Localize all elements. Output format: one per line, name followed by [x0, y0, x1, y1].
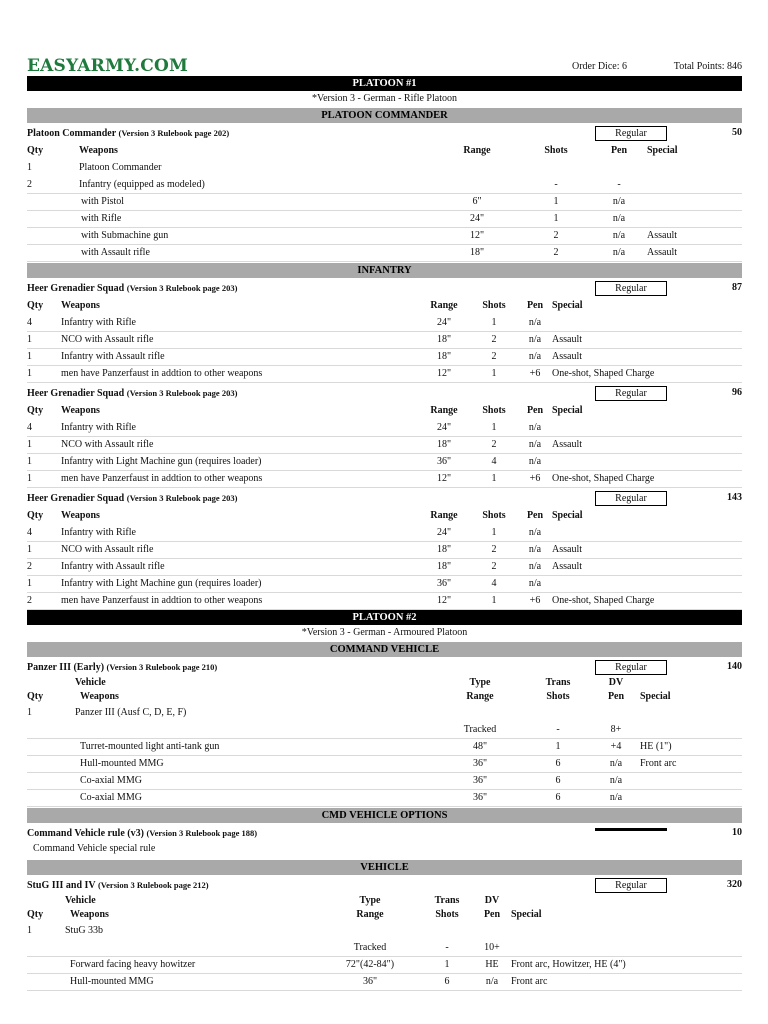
cell-range: 12"	[436, 368, 452, 379]
unit-points: 96	[732, 387, 742, 398]
cell-qty: 2	[27, 179, 32, 190]
table-row	[27, 957, 742, 974]
header-vehicle: Vehicle	[65, 895, 96, 906]
cell-range: 18"	[436, 544, 452, 555]
unit-name: Command Vehicle rule (v3) (Version 3 Rulebook page 188)	[27, 828, 258, 839]
cell-shots: 6	[444, 976, 450, 987]
cell-pen: n/a	[528, 561, 542, 572]
header-range: Range	[466, 691, 494, 702]
cell-qty: 1	[27, 544, 32, 555]
cell-dv: 10+	[484, 942, 500, 953]
cell-shots: 1	[444, 959, 450, 970]
table-row	[27, 315, 742, 332]
header-pen: Pen	[607, 691, 625, 702]
unit-points: 10	[732, 827, 742, 838]
cell-qty: 1	[27, 368, 32, 379]
unit-name: Heer Grenadier Squad (Version 3 Rulebook page 203)	[27, 493, 238, 504]
cell-weapons: Infantry with Assault rifle	[61, 561, 165, 572]
cell-shots: 2	[491, 544, 497, 555]
experience-box[interactable]: Regular	[595, 878, 667, 893]
header-trans: Trans	[434, 895, 460, 906]
cell-pen: n/a	[528, 439, 542, 450]
section-cmd-vehicle-options: CMD VEHICLE OPTIONS	[27, 808, 742, 823]
header-qty: Qty	[27, 405, 44, 416]
section-vehicle: VEHICLE	[27, 860, 742, 875]
unit-points: 87	[732, 282, 742, 293]
cell-shots: 2	[553, 230, 559, 241]
cell-weapons: Co-axial MMG	[80, 792, 142, 803]
unit-points: 140	[727, 661, 742, 672]
column-headers-top	[27, 895, 742, 909]
cell-range: 12"	[436, 473, 452, 484]
experience-box-empty	[595, 828, 667, 831]
unit-header	[27, 657, 742, 677]
header-shots: Shots	[482, 300, 506, 311]
cell-weapons: men have Panzerfaust in addtion to other weapons	[61, 595, 263, 606]
column-headers	[27, 508, 742, 525]
cell-range: 24"	[469, 213, 485, 224]
cell-pen: n/a	[612, 247, 626, 258]
cell-special: Front arc, Howitzer, HE (4")	[511, 959, 626, 970]
cell-range: 24"	[436, 527, 452, 538]
header-qty: Qty	[27, 145, 44, 156]
table-row	[27, 525, 742, 542]
experience-box[interactable]: Regular	[595, 386, 667, 401]
cell-weapons: with Submachine gun	[81, 230, 169, 241]
header-special: Special	[640, 691, 671, 702]
vehicle-row	[27, 705, 742, 722]
cell-qty: 1	[27, 925, 32, 936]
cell-weapons: Infantry with Light Machine gun (requires loader)	[61, 456, 262, 467]
header-range: Range	[430, 510, 458, 521]
cell-range: 24"	[436, 317, 452, 328]
cell-special: One-shot, Shaped Charge	[552, 473, 655, 484]
site-logo[interactable]: EASYARMY.COM	[27, 56, 189, 76]
cell-pen: +4	[610, 741, 622, 752]
cell-shots: 1	[491, 527, 497, 538]
experience-box[interactable]: Regular	[595, 281, 667, 296]
cell-shots: 1	[555, 741, 561, 752]
cell-pen: -	[617, 179, 621, 190]
cell-dv: 8+	[610, 724, 622, 735]
cell-pen: n/a	[528, 317, 542, 328]
unit-name: StuG III and IV (Version 3 Rulebook page 212)	[27, 880, 209, 891]
cell-shots: 4	[491, 578, 497, 589]
cell-shots: 1	[553, 213, 559, 224]
total-points: Total Points: 846	[673, 61, 742, 72]
cell-pen: n/a	[609, 792, 623, 803]
cell-range: 18"	[436, 351, 452, 362]
unit-points: 50	[732, 127, 742, 138]
cell-special: Assault	[647, 247, 677, 258]
header-pen: Pen	[526, 300, 544, 311]
cell-weapons: Infantry with Rifle	[61, 422, 136, 433]
header-qty: Qty	[27, 510, 44, 521]
cell-pen: +6	[529, 595, 541, 606]
header-special: Special	[511, 909, 542, 920]
platoon-2-subtitle: *Version 3 - German - Armoured Platoon	[301, 627, 468, 638]
cell-qty: 2	[27, 595, 32, 606]
cell-pen: n/a	[609, 758, 623, 769]
column-headers	[27, 691, 742, 705]
cell-pen: n/a	[528, 578, 542, 589]
cell-pen: n/a	[609, 775, 623, 786]
header-special: Special	[552, 510, 583, 521]
table-row	[27, 471, 742, 488]
table-row	[27, 773, 742, 790]
table-row	[27, 228, 742, 245]
cell-special: Assault	[552, 351, 582, 362]
column-headers	[27, 909, 742, 923]
cell-pen: n/a	[612, 213, 626, 224]
unit-points: 143	[727, 492, 742, 503]
header-shots: Shots	[482, 510, 506, 521]
unit-name: Platoon Commander (Version 3 Rulebook page 202)	[27, 128, 230, 139]
experience-box[interactable]: Regular	[595, 491, 667, 506]
table-row	[27, 420, 742, 437]
header-qty: Qty	[27, 691, 44, 702]
column-headers	[27, 143, 742, 160]
cell-shots: 6	[555, 792, 561, 803]
cell-shots: -	[554, 179, 558, 190]
header-range: Range	[463, 145, 491, 156]
header-pen: Pen	[483, 909, 501, 920]
header-qty: Qty	[27, 300, 44, 311]
header-weapons: Weapons	[61, 510, 100, 521]
cell-qty: 2	[27, 561, 32, 572]
unit-name: Panzer III (Early) (Version 3 Rulebook page 210)	[27, 662, 218, 673]
cell-weapons: Hull-mounted MMG	[70, 976, 154, 987]
option-note: Command Vehicle special rule	[33, 843, 156, 854]
column-headers	[27, 298, 742, 315]
header-pen: Pen	[526, 510, 544, 521]
unit-header	[27, 123, 742, 143]
cell-weapons: men have Panzerfaust in addtion to other weapons	[61, 473, 263, 484]
cell-special: One-shot, Shaped Charge	[552, 368, 655, 379]
cell-weapons: with Rifle	[81, 213, 122, 224]
cell-special: Assault	[552, 334, 582, 345]
cell-pen: n/a	[485, 976, 499, 987]
header-dv: DV	[484, 895, 500, 906]
header-weapons: Weapons	[79, 145, 118, 156]
vehicle-name: StuG 33b	[65, 925, 104, 936]
platoon-1-bar: PLATOON #1	[27, 76, 742, 91]
vehicle-type-row	[27, 722, 742, 739]
cell-range: 24"	[436, 422, 452, 433]
unit-header	[27, 278, 742, 298]
cell-range: 36"	[472, 792, 488, 803]
table-row	[27, 245, 742, 262]
header-pen: Pen	[610, 145, 628, 156]
header-range: Range	[356, 909, 384, 920]
vehicle-type-row	[27, 940, 742, 957]
vehicle-name: Panzer III (Ausf C, D, E, F)	[75, 707, 187, 718]
cell-pen: n/a	[528, 456, 542, 467]
unit-name: Heer Grenadier Squad (Version 3 Rulebook page 203)	[27, 388, 238, 399]
column-headers	[27, 403, 742, 420]
cell-special: Front arc	[640, 758, 677, 769]
cell-weapons: Infantry with Rifle	[61, 317, 136, 328]
cell-weapons: NCO with Assault rifle	[61, 334, 154, 345]
table-row	[27, 974, 742, 991]
cell-shots: 2	[491, 439, 497, 450]
cell-weapons: with Assault rifle	[81, 247, 150, 258]
header-pen: Pen	[526, 405, 544, 416]
cell-trans: -	[445, 942, 449, 953]
cell-range: 18"	[436, 561, 452, 572]
header-shots: Shots	[482, 405, 506, 416]
cell-special: Assault	[552, 439, 582, 450]
cell-special: Assault	[647, 230, 677, 241]
cell-weapons: Infantry with Light Machine gun (requires loader)	[61, 578, 262, 589]
cell-range: 36"	[436, 456, 452, 467]
cell-shots: 2	[553, 247, 559, 258]
cell-special: Assault	[552, 561, 582, 572]
cell-qty: 4	[27, 317, 32, 328]
cell-shots: 6	[555, 758, 561, 769]
note-row	[27, 843, 742, 859]
unit-header	[27, 488, 742, 508]
cell-special: Assault	[552, 544, 582, 555]
header-vehicle: Vehicle	[75, 677, 106, 688]
cell-type: Tracked	[463, 724, 497, 735]
cell-qty: 1	[27, 707, 32, 718]
cell-shots: 1	[491, 422, 497, 433]
cell-qty: 1	[27, 351, 32, 362]
cell-pen: n/a	[528, 422, 542, 433]
header-special: Special	[552, 405, 583, 416]
cell-shots: 4	[491, 456, 497, 467]
cell-shots: 6	[555, 775, 561, 786]
cell-qty: 4	[27, 422, 32, 433]
header-shots: Shots	[546, 691, 570, 702]
unit-header	[27, 875, 742, 895]
cell-shots: 2	[491, 334, 497, 345]
cell-shots: 1	[491, 595, 497, 606]
cell-shots: 2	[491, 351, 497, 362]
column-headers-top	[27, 677, 742, 691]
cell-range: 48"	[472, 741, 488, 752]
cell-range: 36"	[436, 578, 452, 589]
page-header	[27, 54, 742, 76]
cell-range: 72"(42-84")	[345, 959, 395, 970]
cell-weapons: with Pistol	[81, 196, 125, 207]
unit-name: Heer Grenadier Squad (Version 3 Rulebook page 203)	[27, 283, 238, 294]
header-type: Type	[359, 895, 381, 906]
header-special: Special	[552, 300, 583, 311]
experience-box[interactable]: Regular	[595, 126, 667, 141]
table-row	[27, 194, 742, 211]
cell-weapons: men have Panzerfaust in addtion to other weapons	[61, 368, 263, 379]
cell-pen: n/a	[528, 544, 542, 555]
header-weapons: Weapons	[61, 300, 100, 311]
cell-pen: +6	[529, 473, 541, 484]
cell-qty: 1	[27, 456, 32, 467]
cell-qty: 4	[27, 527, 32, 538]
cell-range: 18"	[436, 334, 452, 345]
header-qty: Qty	[27, 909, 44, 920]
table-row	[27, 160, 742, 177]
cell-weapons: Platoon Commander	[79, 162, 162, 173]
cell-qty: 1	[27, 334, 32, 345]
table-row	[27, 576, 742, 593]
cell-pen: HE	[485, 959, 499, 970]
header-weapons: Weapons	[70, 909, 109, 920]
platoon-1-subtitle: *Version 3 - German - Rifle Platoon	[312, 93, 457, 104]
header-type: Type	[469, 677, 491, 688]
cell-pen: n/a	[528, 351, 542, 362]
unit-header	[27, 823, 742, 843]
table-row	[27, 542, 742, 559]
cell-shots: 1	[491, 473, 497, 484]
table-row	[27, 366, 742, 383]
cell-range: 36"	[472, 775, 488, 786]
section-command-vehicle: COMMAND VEHICLE	[27, 642, 742, 657]
header-range: Range	[430, 405, 458, 416]
cell-shots: 1	[491, 368, 497, 379]
cell-special: One-shot, Shaped Charge	[552, 595, 655, 606]
cell-shots: 2	[491, 561, 497, 572]
cell-pen: n/a	[612, 196, 626, 207]
table-row	[27, 349, 742, 366]
cell-pen: n/a	[612, 230, 626, 241]
header-dv: DV	[608, 677, 624, 688]
cell-range: 12"	[469, 230, 485, 241]
header-shots: Shots	[435, 909, 459, 920]
cell-range: 36"	[362, 976, 378, 987]
section-infantry: INFANTRY	[27, 263, 742, 278]
cell-special: Front arc	[511, 976, 548, 987]
experience-box[interactable]: Regular	[595, 660, 667, 675]
table-row	[27, 211, 742, 228]
cell-weapons: NCO with Assault rifle	[61, 544, 154, 555]
header-weapons: Weapons	[80, 691, 119, 702]
vehicle-row	[27, 923, 742, 940]
cell-weapons: Hull-mounted MMG	[80, 758, 164, 769]
cell-range: 36"	[472, 758, 488, 769]
unit-points: 320	[727, 879, 742, 890]
header-weapons: Weapons	[61, 405, 100, 416]
cell-qty: 1	[27, 578, 32, 589]
header-trans: Trans	[545, 677, 571, 688]
cell-range: 18"	[469, 247, 485, 258]
header-shots: Shots	[544, 145, 568, 156]
section-platoon-commander: PLATOON COMMANDER	[27, 108, 742, 123]
table-row	[27, 739, 742, 756]
cell-qty: 1	[27, 473, 32, 484]
table-row	[27, 756, 742, 773]
table-row	[27, 593, 742, 610]
cell-shots: 1	[491, 317, 497, 328]
cell-weapons: Infantry with Rifle	[61, 527, 136, 538]
table-row	[27, 790, 742, 807]
cell-weapons: Infantry with Assault rifle	[61, 351, 165, 362]
table-row	[27, 454, 742, 471]
cell-weapons: Turret-mounted light anti-tank gun	[80, 741, 220, 752]
cell-weapons: Forward facing heavy howitzer	[70, 959, 196, 970]
cell-pen: +6	[529, 368, 541, 379]
cell-type: Tracked	[353, 942, 387, 953]
platoon-2-bar: PLATOON #2	[27, 610, 742, 625]
cell-weapons: Infantry (equipped as modeled)	[79, 179, 205, 190]
cell-pen: n/a	[528, 334, 542, 345]
cell-qty: 1	[27, 162, 32, 173]
cell-shots: 1	[553, 196, 559, 207]
cell-range: 18"	[436, 439, 452, 450]
header-special: Special	[647, 145, 678, 156]
cell-special: HE (1")	[640, 741, 672, 752]
cell-qty: 1	[27, 439, 32, 450]
header-range: Range	[430, 300, 458, 311]
cell-weapons: NCO with Assault rifle	[61, 439, 154, 450]
cell-range: 12"	[436, 595, 452, 606]
order-dice: Order Dice: 6	[572, 61, 627, 72]
army-list-page	[27, 54, 742, 991]
cell-trans: -	[556, 724, 560, 735]
table-row	[27, 437, 742, 454]
table-row	[27, 559, 742, 576]
unit-header	[27, 383, 742, 403]
cell-pen: n/a	[528, 527, 542, 538]
table-row	[27, 332, 742, 349]
cell-weapons: Co-axial MMG	[80, 775, 142, 786]
table-row	[27, 177, 742, 194]
cell-range: 6"	[472, 196, 482, 207]
